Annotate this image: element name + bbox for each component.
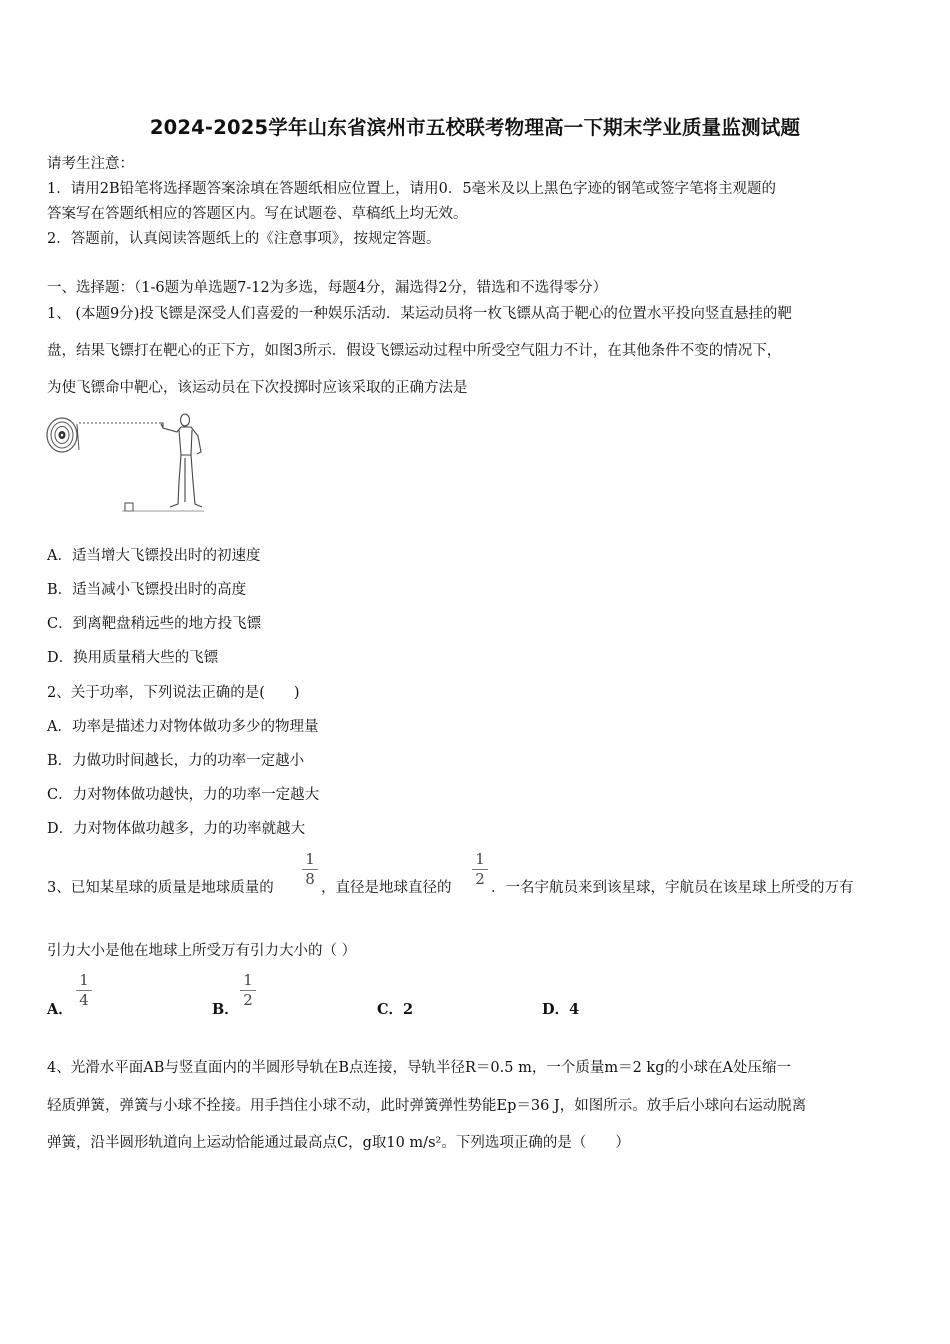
- q1-stem-line-3: 为使飞镖命中靶心，该运动员在下次投掷时应该采取的正确方法是: [47, 380, 468, 396]
- q1-option-c[interactable]: C．到离靶盘稍远些的地方投飞镖: [47, 616, 262, 632]
- q2-option-b[interactable]: B．力做功时间越长，力的功率一定越小: [47, 753, 305, 769]
- q1-option-d[interactable]: D．换用质量稍大些的飞镖: [47, 650, 219, 666]
- q3-fraction-1: [302, 851, 318, 888]
- dartboard-icon: [47, 418, 79, 452]
- q2-stem: 2、关于功率，下列说法正确的是( ): [47, 685, 300, 701]
- q1-stem-line-2: 盘，结果飞镖打在靶心的正下方，如图3所示．假设飞镖运动过程中所受空气阻力不计，在其他条件不变的情况下，: [47, 343, 782, 359]
- notice-item-1-line-1: 1．请用2B铅笔将选择题答案涂填在答题纸相应位置上，请用0．5毫米及以上黑色字迹的钢笔或签字笔将主观题的: [47, 181, 777, 197]
- q3-stem-part-1: 3、已知某星球的质量是地球质量的: [47, 880, 274, 896]
- notice-item-2: 2．答题前，认真阅读答题纸上的《注意事项》，按规定答题。: [47, 231, 441, 247]
- q3-option-d[interactable]: D．4: [542, 1001, 580, 1018]
- q2-option-c[interactable]: C．力对物体做功越快，力的功率一定越大: [47, 787, 320, 803]
- q3-option-b-fraction[interactable]: [240, 972, 256, 1009]
- q2-option-a[interactable]: A．功率是描述力对物体做功多少的物理量: [47, 719, 319, 735]
- q3-option-a-label[interactable]: A．: [47, 1001, 73, 1018]
- q1-stem-line-1: 1、 (本题9分)投飞镖是深受人们喜爱的一种娱乐活动．某运动员将一枚飞镖从高于靶心的位置水平投向竖直悬挂的靶: [47, 306, 792, 322]
- notice-heading: 请考生注意：: [47, 156, 134, 172]
- q3-option-b-denominator: 2: [243, 991, 253, 1009]
- q3-fraction-1-denominator: 8: [305, 870, 315, 888]
- q3-stem-part-2: ，直径是地球直径的: [321, 880, 452, 896]
- floor-marker: [125, 503, 133, 511]
- page-title: 2024-2025学年山东省滨州市五校联考物理高一下期末学业质量监测试题: [149, 116, 801, 139]
- q3-option-b-label[interactable]: B．: [212, 1001, 239, 1018]
- q4-stem-line-2: 轻质弹簧，弹簧与小球不拴接。用手挡住小球不动，此时弹簧弹性势能Ep＝36 J，如图所示。放手后小球向右运动脱离: [47, 1098, 807, 1114]
- q3-stem-line-2: 引力大小是他在地球上所受万有引力大小的（ ）: [47, 943, 357, 959]
- q3-option-a-fraction[interactable]: [76, 972, 92, 1009]
- q1-dart-figure: [44, 410, 214, 512]
- q3-fraction-1-numerator: 1: [305, 850, 315, 868]
- q4-stem-line-3: 弹簧，沿半圆形轨道向上运动恰能通过最高点C，g取10 m/s²。下列选项正确的是（ ）: [47, 1135, 630, 1151]
- q3-option-a-numerator: 1: [79, 971, 89, 989]
- q3-option-a-denominator: 4: [79, 991, 89, 1009]
- q2-option-d[interactable]: D．力对物体做功越多，力的功率就越大: [47, 821, 306, 837]
- q4-stem-line-1: 4、光滑水平面AB与竖直面内的半圆形导轨在B点连接，导轨半径R＝0.5 m，一个质量m＝2 kg的小球在A处压缩一: [47, 1060, 791, 1076]
- q3-fraction-2: [472, 851, 488, 888]
- q3-option-c[interactable]: C．2: [377, 1001, 414, 1018]
- section-heading: 一、选择题：（1-6题为单选题7-12为多选，每题4分，漏选得2分，错选和不选得零分）: [47, 280, 608, 296]
- q1-option-a[interactable]: A．适当增大飞镖投出时的初速度: [47, 548, 261, 564]
- q3-fraction-2-denominator: 2: [475, 870, 485, 888]
- q1-option-b[interactable]: B．适当减小飞镖投出时的高度: [47, 582, 247, 598]
- notice-item-1-line-2: 答案写在答题纸相应的答题区内。写在试题卷、草稿纸上均无效。: [47, 206, 468, 222]
- q3-stem-part-3: ．一名宇航员来到该星球，宇航员在该星球上所受的万有: [491, 880, 854, 896]
- thrower-figure-icon: [159, 414, 202, 507]
- q3-option-b-numerator: 1: [243, 971, 253, 989]
- q3-fraction-2-numerator: 1: [475, 850, 485, 868]
